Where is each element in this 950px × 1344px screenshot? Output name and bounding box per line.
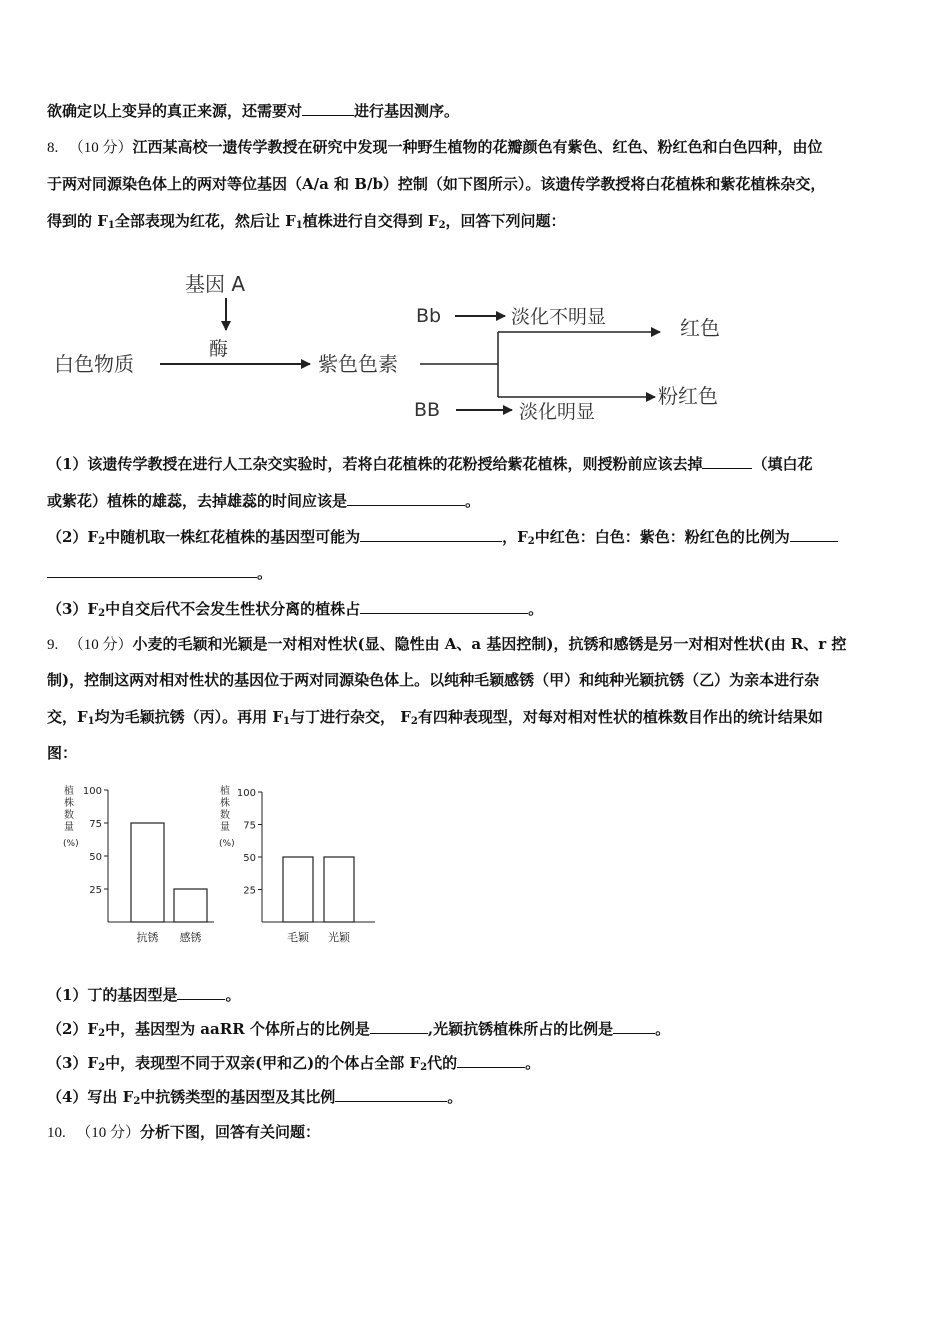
- answer-blank[interactable]: [177, 985, 225, 1000]
- chart1-tick-label: 50: [89, 852, 102, 863]
- q8-line3: 得到的 $F_1$全部表现为红花，然后让 $F_1$植株进行自交得到 $F_2$，回答下列问题：: [47, 212, 566, 231]
- chart2-category-label: 毛颖: [287, 931, 309, 944]
- q9-line2: 制)，控制这两对相对性状的基因位于两对同源染色体上。以纯种毛颖感锈（甲）和纯种光颖抗锈（乙）为亲本进行杂: [47, 671, 820, 689]
- answer-blank[interactable]: [360, 599, 528, 614]
- answer-blank[interactable]: [335, 1087, 447, 1102]
- fade-weak-label: 淡化不明显: [511, 306, 607, 328]
- fade-strong-label: 淡化明显: [519, 401, 596, 423]
- chart2-ylabel-unit: (%): [219, 839, 235, 849]
- answer-blank[interactable]: [302, 101, 354, 116]
- q9-part2: $(2)F_2$中，基因型为 aaRR 个体所占的比例是 ,光颖抗锈植株所占的比例是 。: [47, 1020, 671, 1039]
- q9-line1: 9. （10 分）小麦的毛颖和光颖是一对相对性状(显、隐性由 A、a 基因控制)，抗锈和感锈是另一对相对性状(由 R、r 控: [47, 635, 847, 653]
- chart1-ylabel-char: 植: [64, 786, 74, 797]
- chart2-tick-label: 25: [243, 885, 256, 897]
- chart2-category-label: 光颖: [328, 931, 350, 944]
- red-label: 红色: [680, 316, 720, 340]
- chart1-bar-1: [131, 823, 164, 922]
- answer-blank[interactable]: [790, 527, 838, 542]
- answer-blank[interactable]: [457, 1053, 525, 1068]
- q9-line3: 交，$F_1$均为毛颖抗锈（丙）。再用 $F_1$与丁进行杂交， $F_2$有四种表现型，对每对相对性状的植株数目作出的统计结果如: [47, 708, 823, 727]
- answer-blank[interactable]: [347, 491, 465, 506]
- q9-part3: $(3)F_2$中，表现型不同于双亲(甲和乙)的个体占全部 $F_2$代的 。: [47, 1054, 541, 1073]
- chart1-ylabel-char: 量: [64, 822, 74, 833]
- chart1-bar-2: [174, 889, 207, 922]
- q8-part1-line1: （1）该遗传学教授在进行人工杂交实验时，若将白花植株的花粉授给紫花植株，则授粉前应该去掉 （填白花: [47, 455, 813, 473]
- genotype-bb-lower: BB: [414, 399, 441, 421]
- answer-blank[interactable]: [613, 1019, 655, 1034]
- answer-blank[interactable]: [370, 1019, 428, 1034]
- answer-blank[interactable]: [360, 527, 502, 542]
- gene-a-label: 基因 A: [185, 272, 246, 296]
- pink-label: 粉红色: [658, 384, 718, 408]
- purple-pigment-label: 紫色色素: [318, 352, 398, 376]
- trait-bar-charts: [0, 780, 420, 950]
- enzyme-label: 酶: [209, 338, 229, 360]
- chart2-tick-label: 100: [236, 788, 256, 799]
- answer-blank[interactable]: [47, 563, 257, 578]
- q8-part3: $(3)F_2$中自交后代不会发生性状分离的植株占 。: [47, 600, 544, 619]
- q9-line4: 图：: [47, 744, 78, 762]
- chart1-tick-label: 100: [82, 786, 102, 797]
- chart2-ylabel-char: 数: [220, 810, 230, 821]
- chart1-ylabel-char: 株: [64, 798, 74, 809]
- q8-part1-line2: 或紫花）植株的雄蕊，去掉雄蕊的时间应该是 。: [47, 492, 481, 510]
- q8-line1: 8. （10 分）江西某高校一遗传学教授在研究中发现一种野生植物的花瓣颜色有紫色、红色、粉红色和白色四种，由位: [47, 138, 823, 156]
- q9-part1: （1）丁的基因型是 。: [47, 986, 241, 1004]
- chart2-tick-label: 75: [243, 820, 256, 832]
- q9-part4: （4）写出 $F_2$中抗锈类型的基因型及其比例 。: [47, 1088, 463, 1107]
- pigment-pathway-diagram: [0, 260, 950, 430]
- q10-line1: 10. （10 分）分析下图，回答有关问题：: [47, 1123, 320, 1141]
- chart2-ylabel-char: 量: [220, 822, 230, 833]
- q8-part2-line1: $(2)F_2$中随机取一株红花植株的基因型可能为 ，$F_2$中红色：白色：紫色：粉红色的比例为: [47, 527, 838, 552]
- q8-part2-line2: 。: [47, 563, 272, 583]
- chart1-tick-label: 75: [89, 819, 102, 830]
- chart2-ylabel-char: 株: [220, 798, 230, 809]
- chart1-ylabel-unit: (%): [63, 839, 79, 849]
- white-substance-label: 白色物质: [54, 352, 134, 376]
- chart2-bar-2: [324, 857, 354, 922]
- chart1-tick-label: 25: [89, 885, 102, 896]
- chart1-ylabel-char: 数: [64, 810, 74, 821]
- chart2-bar-1: [283, 857, 313, 922]
- answer-blank[interactable]: [702, 454, 752, 469]
- chart1-category-label: 感锈: [179, 931, 202, 944]
- chart1-category-label: 抗锈: [136, 931, 159, 944]
- intro-line: 欲确定以上变异的真正来源，还需要对 进行基因测序。: [47, 102, 460, 120]
- genotype-bb-upper: Bb: [416, 305, 442, 327]
- chart2-tick-label: 50: [243, 853, 256, 864]
- q8-line2: 于两对同源染色体上的两对等位基因（A/a 和 B/b）控制（如下图所示）。该遗传学教授将白花植株和紫花植株杂交，: [47, 175, 826, 193]
- chart2-ylabel-char: 植: [220, 786, 230, 797]
